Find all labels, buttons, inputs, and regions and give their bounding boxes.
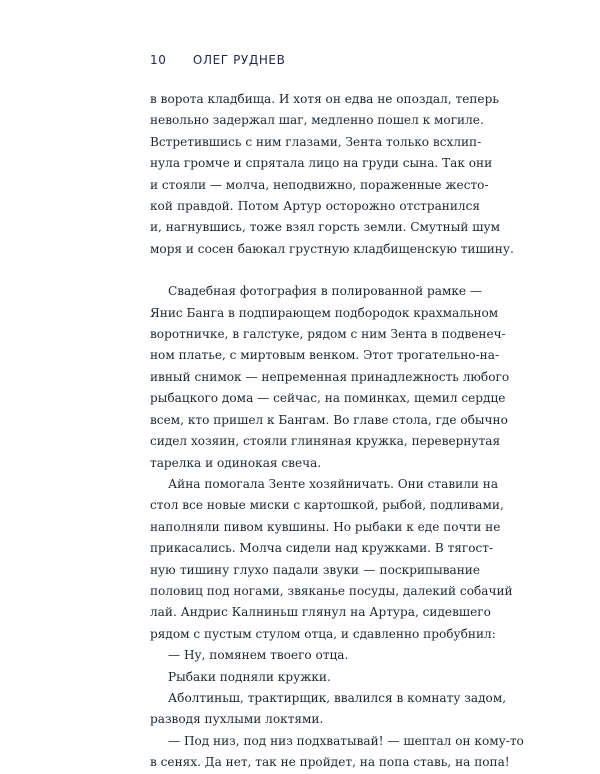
text-line: — Под низ, под низ подхватывай! — шептал он кому-то [168,733,524,748]
page-number: 10 [150,53,167,67]
text-line: ивный снимок — непременная принадлежность любого [150,369,510,384]
text-line: ную тишину глухо падали звуки — поскрипывание [150,562,480,577]
text-line: Аболтиньш, трактирщик, ввалился в комнату задом, [168,690,507,705]
paragraph [150,281,510,474]
text-line: сидел хозяин, стояли глиняная кружка, перевернутая [150,434,501,449]
text-line: прикасались. Молча сидели над кружками. В тягост- [150,541,494,556]
text-line: в ворота кладбища. И хотя он едва не опоздал, теперь [150,92,499,106]
text-line: всем, кто пришел к Бангам. Во главе стола, где обычно [150,412,508,427]
running-header [150,53,285,67]
text-line: ном платье, с миртовым венком. Этот трогательно-на- [150,348,500,363]
text-line: тарелка и одинокая свеча. [150,455,322,470]
text-line: моря и сосен баюкал грустную кладбищенскую тишину. [150,241,514,256]
paragraph [150,667,480,688]
paragraph [150,474,513,645]
text-line: половиц под ногами, звяканье посуды, далекий собачий [150,583,513,598]
text-line: кой правдой. Потом Артур осторожно отстранился [150,199,480,214]
text-line: рядом с пустым стулом отца, и сдавленно пробубнил: [150,626,496,641]
text-line: и стояли — молча, неподвижно, пораженные жесто- [150,177,489,192]
dialogue-paragraph [150,645,480,666]
text-line: — Ну, помянем твоего отца. [168,648,349,663]
paragraph [150,89,514,260]
section-break [150,260,480,281]
text-line: Рыбаки подняли кружки. [168,669,331,684]
text-line: стол все новые миски с картошкой, рыбой, подливами, [150,498,504,513]
paragraph [150,688,507,731]
text-line: Встретившись с ним глазами, Зента только всхлип- [150,134,482,149]
dialogue-paragraph [150,731,524,774]
text-line: лай. Андрис Калниньш глянул на Артура, сидевшего [150,605,491,620]
text-line: Янис Банга в подпирающем подбородок крахмальном [150,305,499,320]
text-line: в сенях. Да нет, так не пройдет, на попа ставь, на попа! [150,755,510,770]
text-line: Айна помогала Зенте хозяйничать. Они ставили на [168,476,499,491]
body-text [150,89,524,774]
text-line: и, нагнувшись, тоже взял горсть земли. Смутный шум [150,220,501,235]
running-title: ОЛЕГ РУДНЕВ [192,53,286,67]
text-line: рыбацкого дома — сейчас, на поминках, щемил сердце [150,391,506,406]
text-line: Свадебная фотография в полированной рамке — [168,284,483,299]
text-line: разводя пухлыми локтями. [150,712,324,727]
text-line: невольно задержал шаг, медленно пошел к могиле. [150,113,484,128]
text-line: наполняли пивом кувшины. Но рыбаки к еде почти не [150,519,501,534]
text-line: воротничке, в галстуке, рядом с ним Зента в подвенеч- [150,327,506,342]
text-line: нула громче и спрятала лицо на груди сына. Так они [150,156,493,171]
